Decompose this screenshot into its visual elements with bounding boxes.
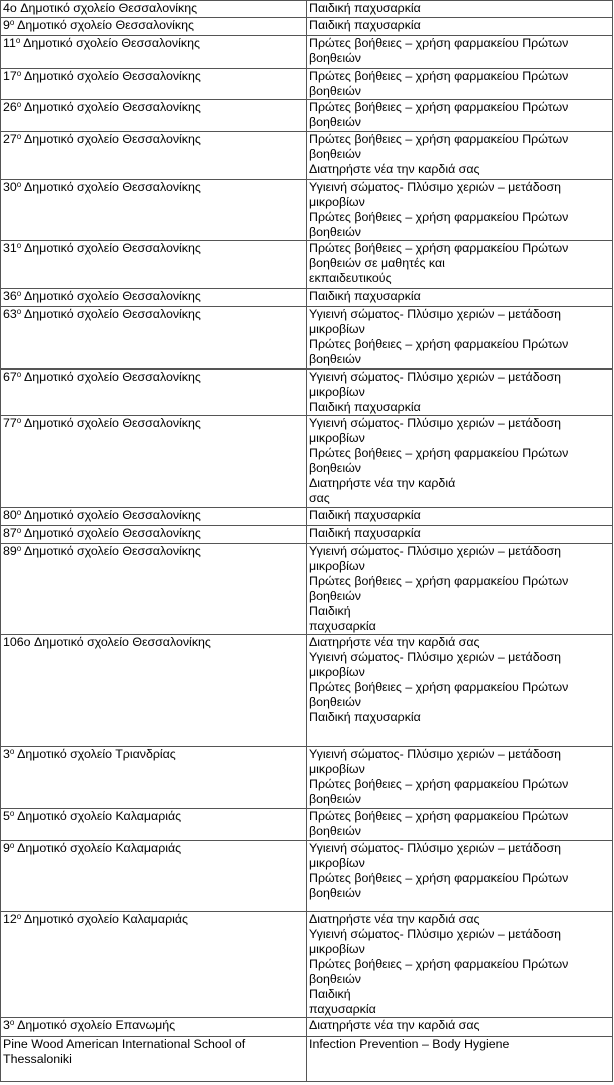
topic-line: βοηθειών: [309, 115, 361, 129]
topic-line: μικροβίων: [309, 195, 365, 209]
school-number: 9: [3, 18, 10, 32]
school-label: Δημοτικό σχολείο Θεσσαλονίκης: [21, 69, 201, 83]
school-name: [3, 69, 305, 84]
topic-line: βοηθειών: [309, 972, 361, 986]
ordinal-suffix: ο: [16, 69, 22, 78]
school-name: [3, 809, 305, 824]
school-cell: [1, 180, 307, 241]
ordinal-suffix: ο: [9, 18, 15, 27]
table-row: [1, 100, 613, 132]
school-name: [3, 370, 305, 385]
school-number: 12: [3, 912, 17, 926]
topic-line: Infection Prevention – Body Hygiene: [309, 1037, 510, 1051]
table-row: [1, 1018, 613, 1037]
topics-cell: [307, 635, 613, 747]
school-name: [3, 526, 305, 541]
topic-line: Πρώτες βοήθειες – χρήση φαρμακείου Πρώτων: [309, 809, 569, 823]
school-cell: [1, 1018, 307, 1037]
topic-line: Παιδική παχυσαρκία: [309, 289, 421, 303]
school-cell: [1, 416, 307, 508]
school-cell: [1, 508, 307, 526]
table-row: [1, 69, 613, 100]
school-cell: [1, 241, 307, 289]
school-number: 3: [3, 1018, 10, 1032]
school-name: [3, 747, 305, 762]
school-label: Δημοτικό σχολείο Καλαμαριάς: [14, 841, 182, 855]
school-name: [3, 100, 305, 115]
school-label: Δημοτικό σχολείο Θεσσαλονίκης: [21, 307, 201, 321]
topics-cell: [307, 69, 613, 100]
school-name: [3, 1037, 305, 1052]
table-row: [1, 841, 613, 912]
topic-line: Παιδική παχυσαρκία: [309, 1, 421, 15]
school-label: Δημοτικό σχολείο Καλαμαριάς: [21, 912, 189, 926]
school-label: Δημοτικό σχολείο Θεσσαλονίκης: [21, 526, 201, 540]
table-row: [1, 307, 613, 369]
ordinal-suffix: ο: [16, 369, 22, 379]
table-row: [1, 132, 613, 180]
topics-cell: [307, 307, 613, 369]
school-number: 9: [3, 841, 10, 855]
topics-cell: [307, 747, 613, 809]
topic-line: Παιδική παχυσαρκία: [309, 526, 421, 540]
table-row: [1, 912, 613, 1018]
topic-line: βοηθειών: [309, 695, 361, 709]
school-number: 87: [3, 526, 17, 540]
topic-line: βοηθειών: [309, 147, 361, 161]
school-label: Δημοτικό σχολείο Θεσσαλονίκης: [21, 369, 201, 384]
topic-line: μικροβίων: [309, 559, 365, 573]
topic-line: Πρώτες βοήθειες – χρήση φαρμακείου Πρώτων: [309, 680, 569, 694]
school-name: [3, 1018, 305, 1033]
topic-line: Υγιεινή σώματος- Πλύσιμο χεριών – μετάδοση: [309, 927, 562, 941]
school-name: [3, 132, 305, 147]
school-name-continued: Thessaloniki: [3, 1052, 72, 1066]
school-number: 89: [3, 544, 17, 558]
school-label: Δημοτικό σχολείο Θεσσαλονίκης: [21, 132, 201, 146]
topics-cell: [307, 1037, 613, 1082]
table-row: [1, 416, 613, 508]
topic-line: Πρώτες βοήθειες – χρήση φαρμακείου Πρώτων: [309, 337, 569, 351]
table-row: [1, 36, 613, 69]
school-number: 26: [3, 100, 17, 114]
topic-line: βοηθειών: [309, 886, 361, 900]
topics-cell: [307, 912, 613, 1018]
school-cell: [1, 809, 307, 841]
school-label: Δημοτικό σχολείο Θεσσαλονίκης: [14, 18, 194, 32]
school-cell: [1, 912, 307, 1018]
ordinal-suffix: ο: [16, 100, 22, 109]
topic-line: Παιδική παχυσαρκία: [309, 399, 421, 414]
topics-cell: [307, 36, 613, 69]
ordinal-suffix: ο: [16, 416, 22, 425]
school-name: [3, 635, 305, 650]
ordinal-suffix: ο: [16, 289, 22, 298]
school-number: 67: [3, 369, 17, 384]
ordinal-suffix: ο: [16, 544, 22, 553]
school-number: 80: [3, 508, 17, 522]
school-cell: [1, 526, 307, 544]
topic-line: βοηθειών: [309, 461, 361, 475]
topic-line: Πρώτες βοήθειες – χρήση φαρμακείου Πρώτων: [309, 574, 569, 588]
school-label: Δημοτικό σχολείο Θεσσαλονίκης: [21, 180, 201, 194]
topic-line: βοηθειών: [309, 225, 361, 239]
school-cell: [1, 747, 307, 809]
school-number: 63: [3, 307, 17, 321]
topic-line: Υγιεινή σώματος- Πλύσιμο χεριών – μετάδοση: [309, 180, 562, 194]
school-number: 106o: [3, 635, 31, 649]
topic-line: Παιδική παχυσαρκία: [309, 508, 421, 522]
school-number: 77: [3, 416, 17, 430]
topic-line: βοηθειών: [309, 84, 361, 98]
topic-line: Πρώτες βοήθειες – χρήση φαρμακείου Πρώτων: [309, 132, 569, 146]
topic-line: Διατηρήστε νέα την καρδιά σας: [309, 912, 480, 926]
school-number: 3: [3, 747, 10, 761]
topic-line: βοηθειών: [309, 352, 361, 366]
topic-line: Υγιεινή σώματος- Πλύσιμο χεριών – μετάδοση: [309, 307, 562, 321]
school-number: 5: [3, 809, 10, 823]
school-label: Δημοτικό σχολείο Τριανδρίας: [14, 747, 176, 761]
topic-line: Πρώτες βοήθειες – χρήση φαρμακείου Πρώτων: [309, 957, 569, 971]
topics-cell: [307, 18, 613, 36]
school-number: 31: [3, 241, 17, 255]
ordinal-suffix: ο: [16, 912, 22, 921]
school-number: 36: [3, 289, 17, 303]
school-name: [3, 289, 305, 304]
school-number: 30: [3, 180, 17, 194]
topic-line: Υγιεινή σώματος- Πλύσιμο χεριών – μετάδοση: [309, 369, 562, 384]
school-name: [3, 180, 305, 195]
ordinal-suffix: ο: [16, 526, 22, 535]
topic-line: μικροβίων: [309, 665, 365, 679]
topic-line: μικροβίων: [309, 384, 365, 399]
table-row: [1, 369, 613, 416]
topic-line: Παιδική παχυσαρκία: [309, 18, 421, 32]
table-row: [1, 1, 613, 18]
topic-line: Πρώτες βοήθειες – χρήση φαρμακείου Πρώτων: [309, 210, 569, 224]
ordinal-suffix: ο: [9, 747, 15, 756]
topic-line: Υγιεινή σώματος- Πλύσιμο χεριών – μετάδοση: [309, 650, 562, 664]
topic-line: Υγιεινή σώματος- Πλύσιμο χεριών – μετάδοση: [309, 416, 562, 430]
topic-line: μικροβίων: [309, 431, 365, 445]
school-label: Δημοτικό σχολείο Θεσσαλονίκης: [21, 241, 201, 255]
table-row: [1, 1037, 613, 1082]
ordinal-suffix: ο: [9, 841, 15, 850]
topic-line: Υγιεινή σώματος- Πλύσιμο χεριών – μετάδοση: [309, 544, 562, 558]
topics-cell: [307, 241, 613, 289]
school-name: [3, 416, 305, 431]
topic-line: παχυσαρκία: [309, 619, 376, 633]
topics-cell: [307, 526, 613, 544]
topic-line: Υγιεινή σώματος- Πλύσιμο χεριών – μετάδοση: [309, 747, 562, 761]
topics-cell: [307, 369, 613, 416]
school-cell: [1, 841, 307, 912]
topics-cell: [307, 289, 613, 307]
school-name: [3, 912, 305, 927]
school-number: 27: [3, 132, 17, 146]
school-label: Δημοτικό σχολείο Επανωμής: [14, 1018, 176, 1032]
table-row: [1, 809, 613, 841]
topics-cell: [307, 1, 613, 18]
school-name: [3, 241, 305, 256]
table-row: [1, 241, 613, 289]
school-cell: [1, 544, 307, 635]
school-label: Δημοτικό σχολείο Θεσσαλονίκης: [21, 544, 201, 558]
topic-line: Πρώτες βοήθειες – χρήση φαρμακείου Πρώτων: [309, 69, 569, 83]
topic-line: μικροβίων: [309, 856, 365, 870]
topics-cell: [307, 841, 613, 912]
topic-line: Πρώτες βοήθειες – χρήση φαρμακείου Πρώτων: [309, 777, 569, 791]
topics-cell: [307, 180, 613, 241]
ordinal-suffix: ο: [16, 241, 22, 250]
topic-line: Διατηρήστε νέα την καρδιά σας: [309, 635, 480, 649]
ordinal-suffix: ο: [16, 180, 22, 189]
ordinal-suffix: ο: [16, 508, 22, 517]
school-label: Δημοτικό σχολείο Καλαμαριάς: [14, 809, 182, 823]
school-name: [3, 841, 305, 856]
topic-line: Παιδική: [309, 987, 351, 1001]
topic-line: βοηθειών: [309, 51, 361, 65]
table-row: [1, 18, 613, 36]
topic-line: Πρώτες βοήθειες – χρήση φαρμακείου Πρώτων: [309, 100, 569, 114]
school-number: 17: [3, 69, 17, 83]
topic-line: Διατηρήστε νέα την καρδιά σας: [309, 1018, 480, 1032]
topic-line: βοηθειών: [309, 824, 361, 838]
ordinal-suffix: ο: [16, 307, 22, 316]
ordinal-suffix: ο: [15, 36, 21, 45]
school-name: [3, 508, 305, 523]
school-number: 4o: [3, 1, 17, 15]
school-cell: [1, 307, 307, 369]
topics-cell: [307, 416, 613, 508]
topics-cell: [307, 508, 613, 526]
school-name: [3, 307, 305, 322]
topic-line: βοηθειών σε μαθητές και: [309, 256, 445, 270]
table-body: [1, 1, 613, 1082]
school-cell: [1, 369, 307, 416]
school-label: Δημοτικό σχολείο Θεσσαλονίκης: [21, 508, 201, 522]
school-number: Pine Wood American International School of: [3, 1037, 246, 1051]
topic-line: Πρώτες βοήθειες – χρήση φαρμακείου Πρώτων: [309, 36, 569, 50]
school-number: 11: [3, 36, 16, 50]
topics-cell: [307, 544, 613, 635]
school-cell: [1, 100, 307, 132]
topic-line: Πρώτες βοήθειες – χρήση φαρμακείου Πρώτων: [309, 871, 569, 885]
school-cell: [1, 18, 307, 36]
topic-line: παχυσαρκία: [309, 1002, 376, 1016]
school-label: Δημοτικό σχολείο Θεσσαλονίκης: [21, 416, 201, 430]
table-row: [1, 544, 613, 635]
topic-line: μικροβίων: [309, 322, 365, 336]
school-name: [3, 1, 305, 16]
topic-line: βοηθειών: [309, 589, 361, 603]
topic-line: Παιδική: [309, 604, 351, 618]
school-name: [3, 544, 305, 559]
school-cell: [1, 635, 307, 747]
school-cell: [1, 1, 307, 18]
table-row: [1, 635, 613, 747]
topics-cell: [307, 809, 613, 841]
topic-line: Πρώτες βοήθειες – χρήση φαρμακείου Πρώτων: [309, 241, 569, 255]
topic-line: μικροβίων: [309, 942, 365, 956]
topic-line: Διατηρήστε νέα την καρδιά: [309, 476, 456, 490]
school-cell: [1, 69, 307, 100]
ordinal-suffix: ο: [16, 132, 22, 141]
school-name: [3, 18, 305, 33]
topic-line: εκπαιδευτικούς: [309, 271, 392, 285]
topics-cell: [307, 1018, 613, 1037]
topic-line: σας: [309, 491, 330, 505]
topic-line: Παιδική παχυσαρκία: [309, 710, 421, 724]
topics-cell: [307, 132, 613, 180]
school-cell: [1, 132, 307, 180]
ordinal-suffix: ο: [9, 1018, 15, 1027]
school-label: Δημοτικό σχολείο Θεσσαλονίκης: [16, 1, 198, 15]
school-label: Δημοτικό σχολείο Θεσσαλονίκης: [21, 100, 201, 114]
table-row: [1, 747, 613, 809]
school-cell: [1, 1037, 307, 1082]
topic-line: Υγιεινή σώματος- Πλύσιμο χεριών – μετάδοση: [309, 841, 562, 855]
school-label: Δημοτικό σχολείο Θεσσαλονίκης: [20, 36, 200, 50]
topic-line: μικροβίων: [309, 762, 365, 776]
table-row: [1, 180, 613, 241]
table-row: [1, 508, 613, 526]
school-cell: [1, 36, 307, 69]
school-label: Δημοτικό σχολείο Θεσσαλονίκης: [21, 289, 201, 303]
school-label: Δημοτικό σχολείο Θεσσαλονίκης: [30, 635, 211, 649]
table-row: [1, 526, 613, 544]
topics-cell: [307, 100, 613, 132]
topic-line: βοηθειών: [309, 792, 361, 806]
topic-line: Διατηρήστε νέα την καρδιά σας: [309, 162, 480, 176]
school-cell: [1, 289, 307, 307]
topic-line: Πρώτες βοήθειες – χρήση φαρμακείου Πρώτων: [309, 446, 569, 460]
table-row: [1, 289, 613, 307]
ordinal-suffix: ο: [9, 809, 15, 818]
school-name: [3, 36, 305, 51]
